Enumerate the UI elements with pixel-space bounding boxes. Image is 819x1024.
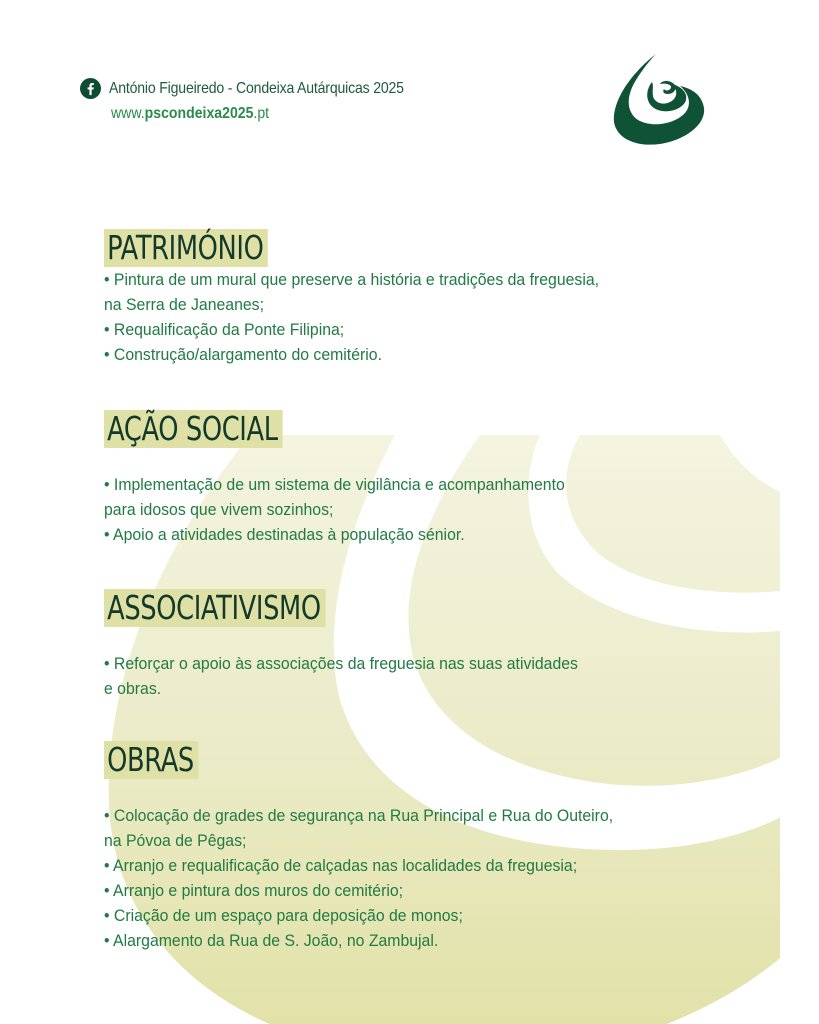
list-item: • Requalificação da Ponte Filipina; <box>104 320 345 339</box>
list-item: • Alargamento da Rua de S. João, no Zambujal. <box>104 931 439 950</box>
section-items <box>104 651 614 701</box>
swirl-logo-icon <box>608 52 708 148</box>
website-suffix: .pt <box>253 105 270 122</box>
section-items <box>104 472 599 547</box>
section-title: AÇÃO SOCIAL <box>104 410 282 448</box>
section-obras <box>104 741 651 953</box>
page-author-title: António Figueiredo - Condeixa Autárquicas 2025 <box>109 79 404 97</box>
list-item: • Arranjo e pintura dos muros do cemitério; <box>104 881 404 900</box>
list-item: e obras. <box>104 679 162 698</box>
list-item: na Póvoa de Pêgas; <box>104 831 247 850</box>
list-item: • Pintura de um mural que preserve a história e tradições da freguesia, <box>104 270 600 289</box>
section-title: PATRIMÓNIO <box>104 229 268 267</box>
website-link[interactable] <box>111 105 404 123</box>
section-items <box>104 803 651 953</box>
section-acao-social <box>104 410 599 547</box>
list-item: na Serra de Janeanes; <box>104 295 264 314</box>
list-item: para idosos que vivem sozinhos; <box>104 500 334 519</box>
list-item: • Arranjo e requalificação de calçadas nas localidades da freguesia; <box>104 856 578 875</box>
list-item: • Colocação de grades de segurança na Rua Principal e Rua do Outeiro, <box>104 806 614 825</box>
section-title: ASSOCIATIVISMO <box>104 589 325 627</box>
section-associativismo <box>104 589 614 701</box>
header <box>80 78 444 123</box>
list-item: • Construção/alargamento do cemitério. <box>104 345 382 364</box>
list-item: • Criação de um espaço para deposição de monos; <box>104 906 463 925</box>
section-patrimonio <box>104 229 636 367</box>
section-items <box>104 267 636 367</box>
list-item: • Apoio a atividades destinadas à população sénior. <box>104 525 465 544</box>
list-item: • Implementação de um sistema de vigilância e acompanhamento <box>104 475 565 494</box>
website-prefix: www. <box>111 105 145 122</box>
section-title: OBRAS <box>104 741 199 779</box>
list-item: • Reforçar o apoio às associações da freguesia nas suas atividades <box>104 654 578 673</box>
facebook-icon[interactable] <box>80 78 101 99</box>
website-domain: pscondeixa2025 <box>144 105 254 122</box>
facebook-row[interactable] <box>80 78 444 99</box>
